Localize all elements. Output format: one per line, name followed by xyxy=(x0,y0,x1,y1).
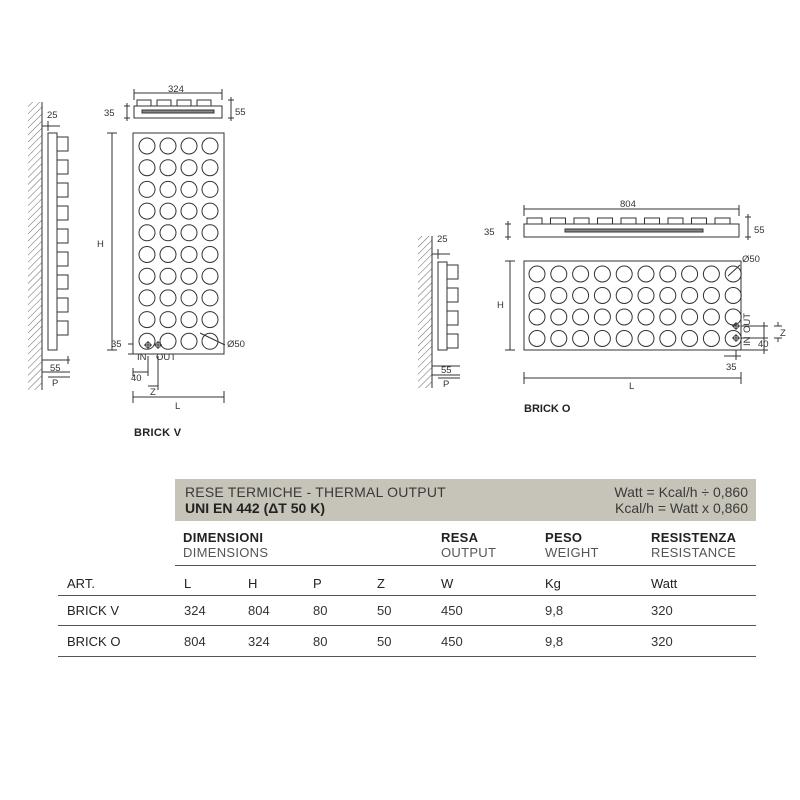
brick-o-top-depth-label: 35 xyxy=(484,227,495,238)
radiator-disc xyxy=(573,309,589,325)
radiator-disc xyxy=(202,203,218,219)
radiator-disc xyxy=(660,331,676,347)
radiator-disc xyxy=(725,309,741,325)
radiator-disc xyxy=(181,181,197,197)
table-cell: 320 xyxy=(651,603,673,618)
group-output-label: RESA xyxy=(441,530,479,545)
formula-kcal: Kcal/h = Watt x 0,860 xyxy=(615,500,748,516)
group-output-sub: OUTPUT xyxy=(441,545,497,560)
radiator-disc xyxy=(139,268,155,284)
brick-o-p-label: P xyxy=(443,379,450,390)
table-divider-header xyxy=(58,595,756,596)
radiator-disc xyxy=(202,160,218,176)
brick-o-side-body xyxy=(438,262,447,350)
radiator-disc xyxy=(638,309,654,325)
radiator-disc xyxy=(139,312,155,328)
brick-o-wall-gap-label: 25 xyxy=(437,234,448,245)
radiator-disc xyxy=(181,138,197,154)
radiator-disc xyxy=(160,203,176,219)
radiator-disc xyxy=(682,266,698,282)
radiator-disc xyxy=(616,331,632,347)
table-cell: 50 xyxy=(377,634,392,649)
top-block xyxy=(692,218,707,224)
brick-v-side-blocks xyxy=(57,137,68,335)
brick-v-connection-offset-label: 40 xyxy=(131,373,142,384)
brick-o-l-label: L xyxy=(629,381,635,392)
brick-o-top-height-label: 55 xyxy=(754,225,765,236)
radiator-disc xyxy=(202,181,218,197)
table-title: RESE TERMICHE - THERMAL OUTPUT xyxy=(185,484,446,500)
table-cell: 324 xyxy=(184,603,206,618)
radiator-disc xyxy=(725,266,741,282)
brick-o-depth-label: 55 xyxy=(441,365,452,376)
brick-v-z-label: Z xyxy=(150,387,156,398)
radiator-disc xyxy=(139,138,155,154)
brick-o-width-label: 804 xyxy=(620,199,636,210)
table-cell: 50 xyxy=(377,603,392,618)
radiator-disc xyxy=(703,288,719,304)
column-header: Watt xyxy=(651,576,678,591)
radiator-disc xyxy=(202,333,218,349)
radiator-disc xyxy=(682,331,698,347)
radiator-disc xyxy=(160,181,176,197)
brick-v-wall xyxy=(28,102,42,390)
formula-watt: Watt = Kcal/h ÷ 0,860 xyxy=(614,484,748,500)
brick-o-z-label: Z xyxy=(780,328,786,339)
column-header: L xyxy=(184,576,192,591)
radiator-disc xyxy=(202,312,218,328)
radiator-disc xyxy=(160,312,176,328)
radiator-disc xyxy=(551,331,567,347)
radiator-disc xyxy=(181,268,197,284)
table-cell: 450 xyxy=(441,603,463,618)
table-cell: 80 xyxy=(313,603,328,618)
radiator-disc xyxy=(638,266,654,282)
brick-v-top-depth-label: 35 xyxy=(104,108,115,119)
brick-v-out-label: OUT xyxy=(156,352,177,363)
brick-v-front-body xyxy=(133,133,224,354)
brick-v-width-label: 324 xyxy=(168,84,184,95)
group-dimensions-sub: DIMENSIONS xyxy=(183,545,269,560)
brick-o-wall xyxy=(418,236,432,388)
radiator-disc xyxy=(551,266,567,282)
radiator-disc xyxy=(573,266,589,282)
radiator-disc xyxy=(160,247,176,263)
radiator-disc xyxy=(139,160,155,176)
column-header: W xyxy=(441,576,454,591)
radiator-disc xyxy=(551,288,567,304)
brick-v-side-body xyxy=(48,133,57,350)
radiator-disc xyxy=(660,266,676,282)
table-cell: 9,8 xyxy=(545,603,564,618)
top-block xyxy=(645,218,660,224)
table-cell: 804 xyxy=(248,603,270,618)
radiator-disc xyxy=(703,266,719,282)
radiator-disc xyxy=(594,309,610,325)
brick-v-height-label: H xyxy=(97,239,104,250)
radiator-disc xyxy=(160,333,176,349)
radiator-disc xyxy=(181,247,197,263)
radiator-disc xyxy=(181,225,197,241)
group-weight-label: PESO xyxy=(545,530,583,545)
radiator-disc xyxy=(181,312,197,328)
radiator-disc xyxy=(725,288,741,304)
table-divider-top xyxy=(175,565,756,566)
table-divider-bottom xyxy=(58,656,756,657)
column-header: Kg xyxy=(545,576,561,591)
radiator-disc xyxy=(181,290,197,306)
radiator-disc xyxy=(202,138,218,154)
brick-o-caption: BRICK O xyxy=(524,403,571,415)
radiator-disc xyxy=(529,288,545,304)
brick-v-top-height-label: 55 xyxy=(235,107,246,118)
column-header: ART. xyxy=(67,576,95,591)
radiator-disc xyxy=(181,160,197,176)
brick-v-p-label: P xyxy=(52,378,59,389)
radiator-disc xyxy=(160,225,176,241)
radiator-disc xyxy=(160,290,176,306)
top-block xyxy=(574,218,589,224)
radiator-disc xyxy=(160,160,176,176)
table-cell: 804 xyxy=(184,634,206,649)
radiator-disc xyxy=(160,268,176,284)
brick-o-diameter-label: Ø50 xyxy=(742,254,760,265)
group-resistance-sub: RESISTANCE xyxy=(651,545,737,560)
brick-o-connection-offset-label: 40 xyxy=(758,339,769,350)
radiator-disc xyxy=(139,290,155,306)
radiator-disc xyxy=(139,247,155,263)
radiator-disc xyxy=(139,203,155,219)
table-cell: BRICK O xyxy=(67,634,121,649)
top-block xyxy=(527,218,542,224)
brick-v-l-label: L xyxy=(175,401,181,412)
radiator-disc xyxy=(594,331,610,347)
radiator-disc xyxy=(551,309,567,325)
table-cell: 80 xyxy=(313,634,328,649)
radiator-disc xyxy=(682,309,698,325)
radiator-disc xyxy=(529,331,545,347)
brick-o-in-label: IN xyxy=(742,336,753,346)
radiator-disc xyxy=(202,225,218,241)
table-cell: 9,8 xyxy=(545,634,564,649)
top-block xyxy=(621,218,636,224)
table-cell: 450 xyxy=(441,634,463,649)
top-block xyxy=(598,218,613,224)
brick-v-drawing xyxy=(28,89,234,403)
radiator-disc xyxy=(682,288,698,304)
radiator-disc xyxy=(594,266,610,282)
brick-o-out-label: OUT xyxy=(742,312,753,333)
radiator-disc xyxy=(202,268,218,284)
table-cell: 324 xyxy=(248,634,270,649)
top-block xyxy=(668,218,683,224)
brick-v-in-label: IN xyxy=(137,352,147,363)
radiator-disc xyxy=(638,288,654,304)
table-divider-row xyxy=(58,625,756,626)
radiator-disc xyxy=(160,138,176,154)
radiator-disc xyxy=(202,290,218,306)
brick-o-circles xyxy=(529,266,741,347)
radiator-disc xyxy=(202,247,218,263)
table-cell: 320 xyxy=(651,634,673,649)
brick-o-height-label: H xyxy=(497,300,504,311)
radiator-disc xyxy=(616,266,632,282)
radiator-disc xyxy=(181,203,197,219)
radiator-disc xyxy=(660,309,676,325)
radiator-disc xyxy=(529,309,545,325)
radiator-disc xyxy=(703,309,719,325)
radiator-disc xyxy=(660,288,676,304)
column-header: P xyxy=(313,576,322,591)
group-resistance-label: RESISTENZA xyxy=(651,530,737,545)
brick-v-diameter-label: Ø50 xyxy=(227,339,245,350)
radiator-disc xyxy=(573,331,589,347)
table-subtitle: UNI EN 442 (ΔT 50 K) xyxy=(185,500,325,516)
column-header: Z xyxy=(377,576,385,591)
radiator-disc xyxy=(616,288,632,304)
radiator-disc xyxy=(529,266,545,282)
brick-v-depth-label: 55 xyxy=(50,363,61,374)
group-weight-sub: WEIGHT xyxy=(545,545,599,560)
radiator-disc xyxy=(139,181,155,197)
brick-v-bottom-offset-label: 35 xyxy=(111,339,122,350)
radiator-disc xyxy=(616,309,632,325)
radiator-disc xyxy=(139,225,155,241)
top-block xyxy=(551,218,566,224)
brick-o-side-offset-label: 35 xyxy=(726,362,737,373)
brick-v-wall-gap-label: 25 xyxy=(47,110,58,121)
brick-v-caption: BRICK V xyxy=(134,427,182,439)
table-cell: BRICK V xyxy=(67,603,120,618)
radiator-disc xyxy=(594,288,610,304)
radiator-disc xyxy=(573,288,589,304)
group-dimensions-label: DIMENSIONI xyxy=(183,530,264,545)
brick-v-circles xyxy=(139,138,218,349)
brick-o-drawing xyxy=(418,205,782,388)
column-header: H xyxy=(248,576,258,591)
radiator-disc xyxy=(638,331,654,347)
top-block xyxy=(715,218,730,224)
radiator-disc xyxy=(703,331,719,347)
radiator-disc xyxy=(181,333,197,349)
